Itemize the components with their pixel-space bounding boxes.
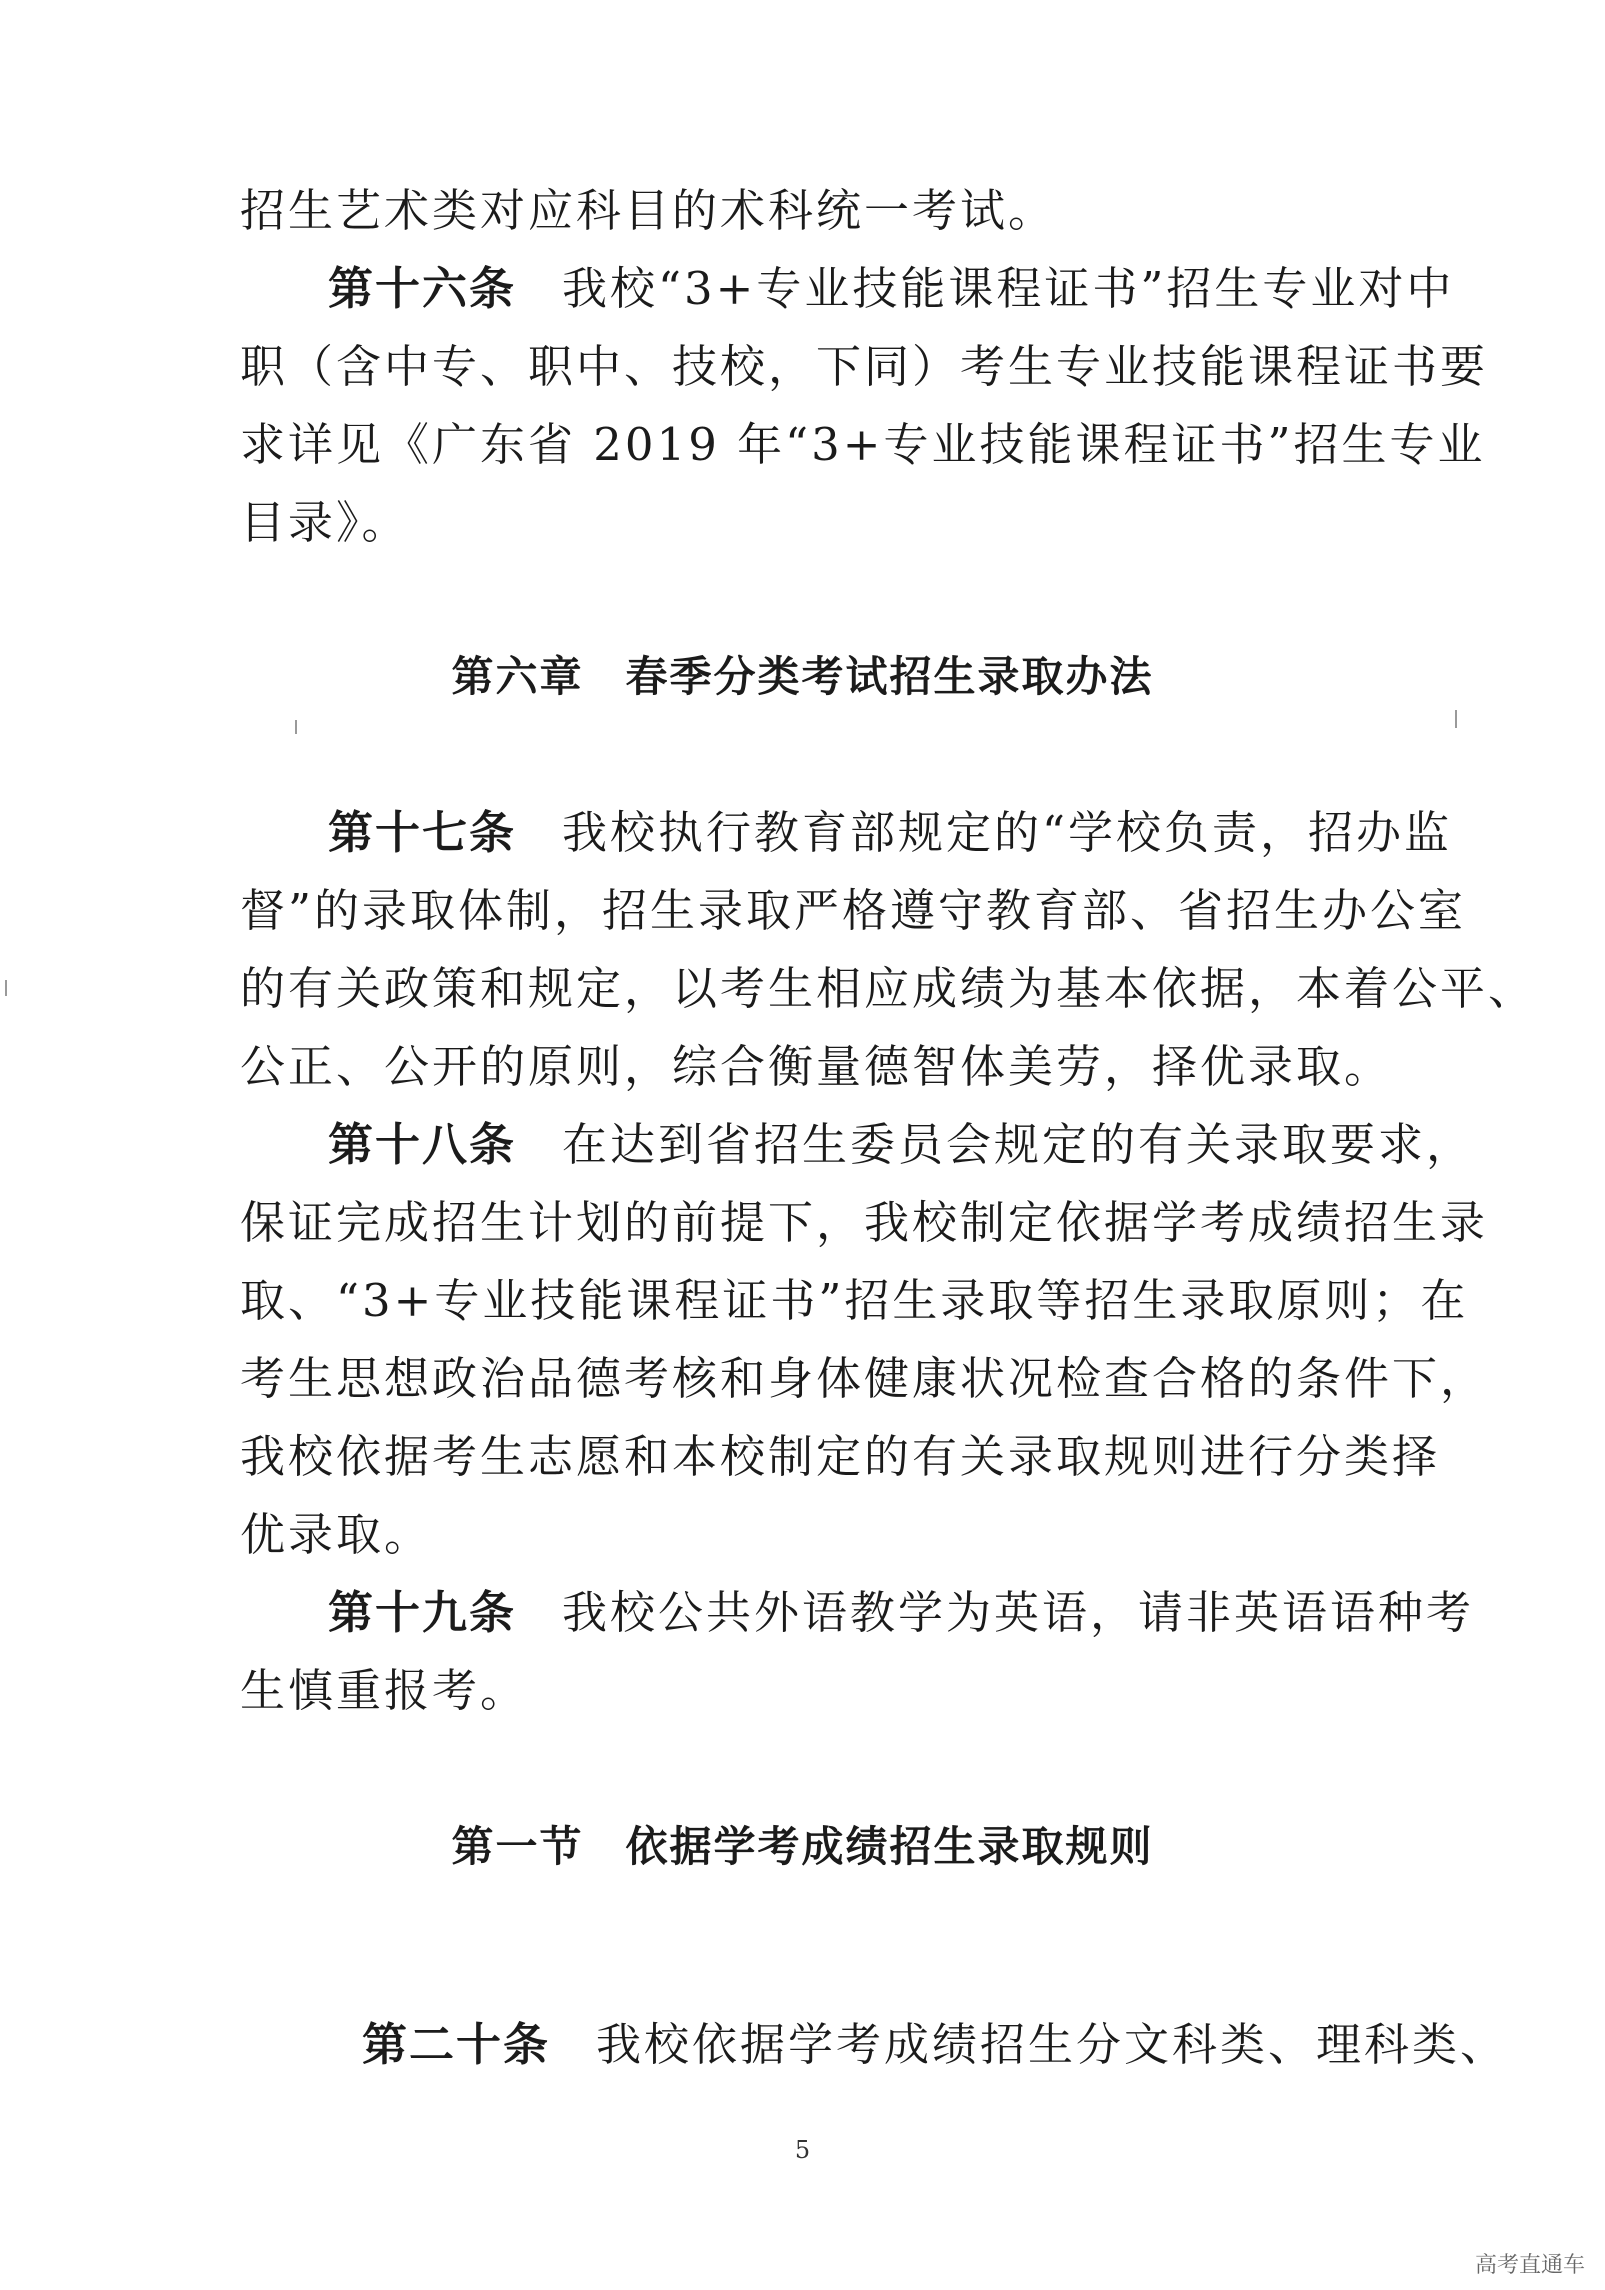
scan-mark — [295, 720, 297, 734]
paragraph-line: 招生艺术类对应科目的术科统一考试。 — [240, 184, 1057, 237]
article-16-line — [328, 250, 1455, 328]
chapter-title: 春季分类考试招生录取办法 — [625, 652, 1154, 701]
paragraph-line: 职（含中专、职中、技校，下同）考生专业技能课程证书要 — [240, 340, 1489, 393]
article-19-number: 第十九条 — [328, 1586, 517, 1639]
article-20-text: 我校依据学考成绩招生分文科类、理科类、 — [596, 2018, 1509, 2071]
paragraph-line: 取、“3+专业技能课程证书”招生录取等招生录取原则；在 — [240, 1274, 1469, 1327]
page-number: 5 — [794, 2136, 811, 2164]
article-18-line — [328, 1106, 1475, 1184]
article-17-line — [328, 794, 1453, 872]
paragraph-line: 生慎重报考。 — [240, 1664, 529, 1717]
article-20-number: 第二十条 — [362, 2018, 551, 2071]
scan-mark — [5, 980, 7, 996]
paragraph-line: 考生思想政治品德考核和身体健康状况检查合格的条件下， — [240, 1352, 1489, 1405]
article-17-text: 我校执行教育部规定的“学校负责，招办监 — [562, 806, 1453, 859]
paragraph-line: 的有关政策和规定，以考生相应成绩为基本依据，本着公平、 — [240, 962, 1537, 1015]
article-16-number: 第十六条 — [328, 262, 517, 315]
article-19-text: 我校公共外语教学为英语，请非英语语种考 — [562, 1586, 1475, 1639]
scan-mark — [1455, 710, 1457, 728]
section-number: 第一节 — [451, 1822, 584, 1871]
article-18-text: 在达到省招生委员会规定的有关录取要求， — [562, 1118, 1475, 1171]
article-16-text: 我校“3+专业技能课程证书”招生专业对中 — [562, 262, 1455, 315]
section-title: 依据学考成绩招生录取规则 — [625, 1822, 1154, 1871]
article-19-line — [328, 1574, 1475, 1652]
chapter-heading — [0, 642, 1605, 712]
paragraph-line: 保证完成招生计划的前提下，我校制定依据学考成绩招生录 — [240, 1196, 1489, 1249]
article-17-number: 第十七条 — [328, 806, 517, 859]
paragraph-line: 优录取。 — [240, 1508, 433, 1561]
paragraph-line: 求详见《广东省 2019 年“3+专业技能课程证书”招生专业 — [240, 418, 1486, 471]
paragraph-line: 督”的录取体制，招生录取严格遵守教育部、省招生办公室 — [240, 884, 1467, 937]
section-heading — [0, 1812, 1605, 1882]
article-18-number: 第十八条 — [328, 1118, 517, 1171]
chapter-number: 第六章 — [451, 652, 584, 701]
watermark-text: 高考直通车 — [1474, 2253, 1585, 2278]
paragraph-line: 公正、公开的原则，综合衡量德智体美劳，择优录取。 — [240, 1040, 1393, 1093]
paragraph-line: 我校依据考生志愿和本校制定的有关录取规则进行分类择 — [240, 1430, 1441, 1483]
article-20-line — [362, 2006, 1509, 2084]
paragraph-line: 目录》。 — [240, 496, 410, 549]
